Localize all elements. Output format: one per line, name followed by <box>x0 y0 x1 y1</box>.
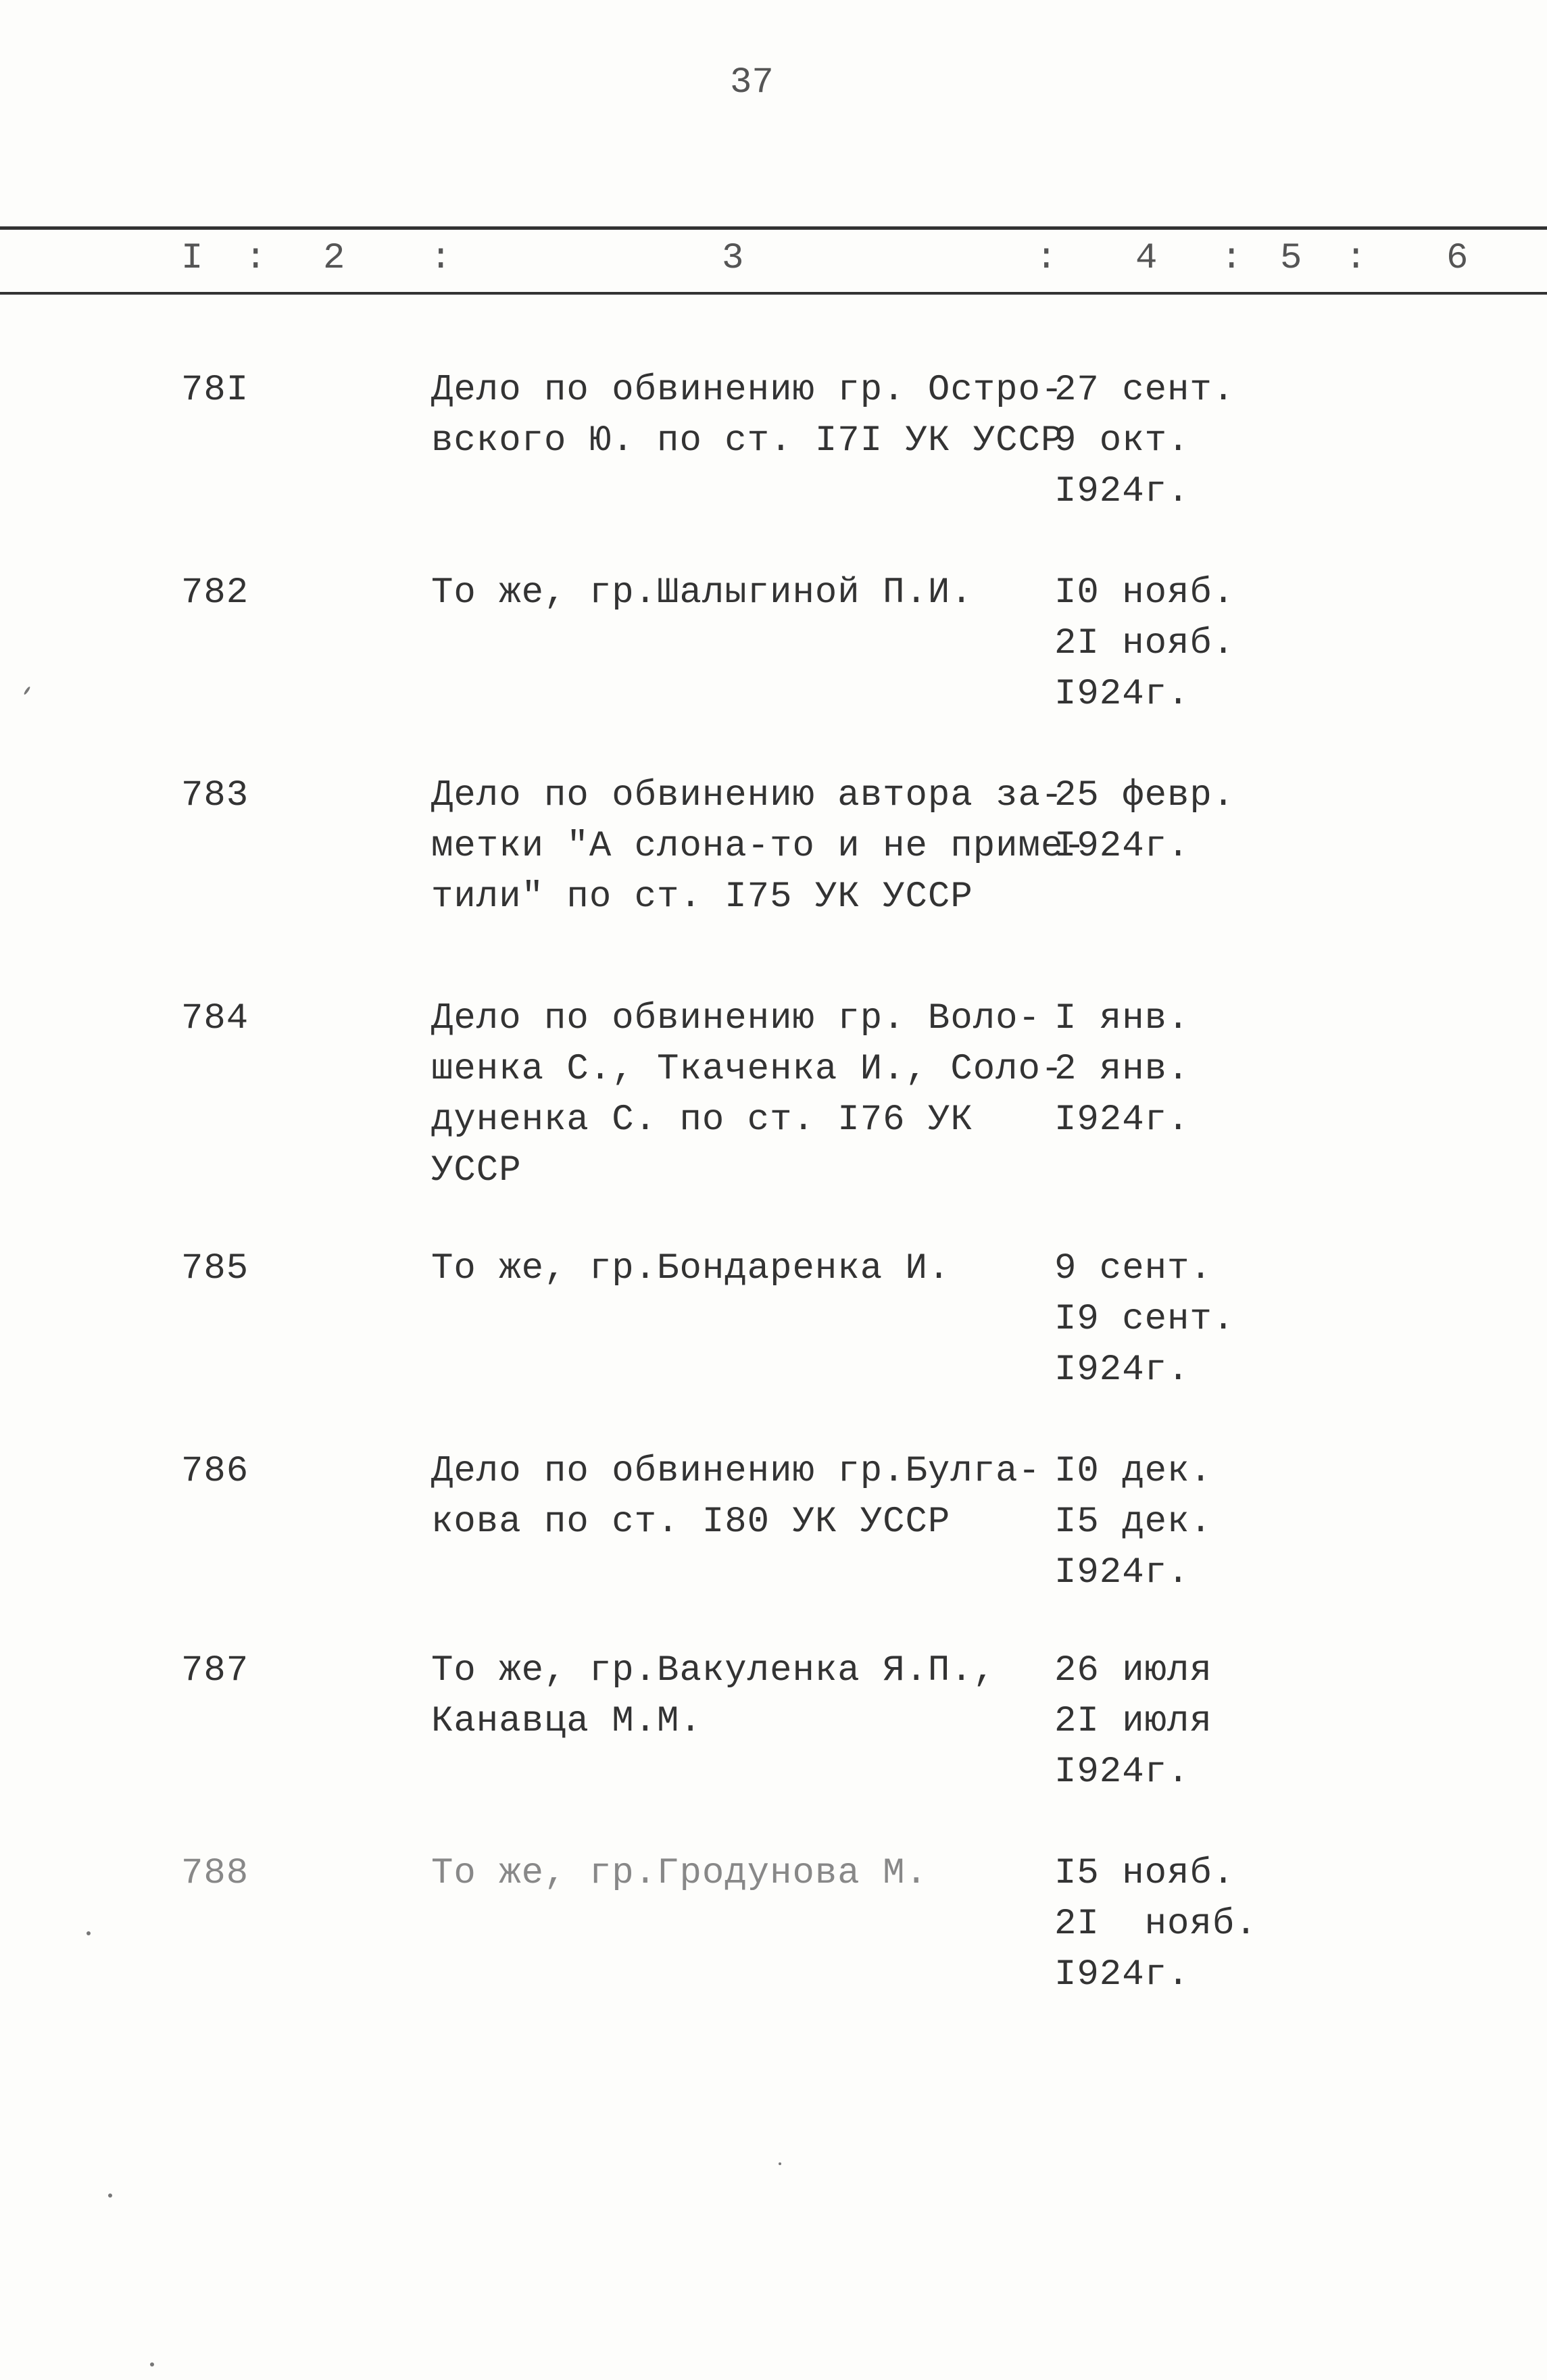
description-line: метки "А слона-то и не приме- <box>431 826 1086 867</box>
row-description <box>431 1645 1053 1747</box>
row-number: 787 <box>181 1650 249 1691</box>
date-line: I924г. <box>1054 471 1190 512</box>
row-number: 785 <box>181 1248 249 1289</box>
row-number: 78I <box>181 370 249 411</box>
row-description <box>431 1446 1053 1547</box>
date-line: 27 сент. <box>1054 370 1235 411</box>
description-line: дуненка С. по ст. I76 УК <box>431 1099 973 1141</box>
row-description <box>431 365 1064 466</box>
description-line: То же, гр.Бондаренка И. <box>431 1248 951 1289</box>
row-number: 784 <box>181 998 249 1039</box>
row-dates <box>1054 568 1325 720</box>
date-line: I924г. <box>1054 1954 1190 1995</box>
header-col-6: 6 <box>1446 238 1469 279</box>
description-line: То же, гр.Вакуленка Я.П., <box>431 1650 996 1691</box>
description-line: кова по ст. I80 УК УССР <box>431 1502 951 1543</box>
description-line: УССР <box>431 1150 522 1191</box>
row-description <box>431 1848 1053 1899</box>
row-dates <box>1054 1848 1325 2000</box>
description-line: То же, гр.Гродунова М. <box>431 1853 928 1894</box>
date-line: I924г. <box>1054 1099 1190 1141</box>
description-line: То же, гр.Шалыгиной П.И. <box>431 572 973 614</box>
header-col-5: 5 <box>1280 238 1302 279</box>
row-number: 786 <box>181 1451 249 1492</box>
date-line: 9 сент. <box>1054 1248 1212 1289</box>
date-line: I9 сент. <box>1054 1299 1235 1340</box>
description-line: шенка С., Ткаченка И., Соло- <box>431 1049 1064 1090</box>
header-col-2: 2 <box>323 238 345 279</box>
date-line: 26 июля <box>1054 1650 1212 1691</box>
row-description <box>431 770 1086 922</box>
row-dates <box>1054 1446 1325 1598</box>
date-line: 25 февр. <box>1054 775 1235 816</box>
date-line: I924г. <box>1054 826 1190 867</box>
page-number: 37 <box>730 62 774 103</box>
scan-speck <box>108 2193 112 2198</box>
description-line: тили" по ст. I75 УК УССР <box>431 876 973 918</box>
header-separator-4: : <box>1221 238 1243 279</box>
header-separator-5: : <box>1345 238 1367 279</box>
header-col-4: 4 <box>1135 238 1158 279</box>
header-separator-2: : <box>430 238 452 279</box>
description-line: Дело по обвинению автора за- <box>431 775 1064 816</box>
date-line: 9 окт. <box>1054 420 1190 462</box>
header-col-1: I <box>181 238 203 279</box>
row-dates <box>1054 770 1325 872</box>
header-separator-3: : <box>1035 238 1058 279</box>
date-line: I0 нояб. <box>1054 572 1235 614</box>
date-line: I5 нояб. <box>1054 1853 1235 1894</box>
description-line: Дело по обвинению гр.Булга- <box>431 1451 1041 1492</box>
date-line: 2 янв. <box>1054 1049 1190 1090</box>
description-line: Дело по обвинению гр. Воло- <box>431 998 1041 1039</box>
row-description <box>431 1243 1053 1294</box>
header-col-3: 3 <box>722 238 744 279</box>
date-line: 2I нояб. <box>1054 623 1235 664</box>
date-line: 2I июля <box>1054 1701 1212 1742</box>
date-line: I924г. <box>1054 674 1190 715</box>
description-line: вского Ю. по ст. I7I УК УССР <box>431 420 1064 462</box>
row-number: 782 <box>181 572 249 614</box>
row-description <box>431 568 1053 618</box>
date-line: 2I нояб. <box>1054 1904 1258 1945</box>
scan-speck <box>23 686 30 695</box>
description-line: Канавца М.М. <box>431 1701 702 1742</box>
scan-speck <box>87 1931 91 1935</box>
row-dates <box>1054 1645 1325 1798</box>
date-line: I924г. <box>1054 1752 1190 1793</box>
date-line: I янв. <box>1054 998 1190 1039</box>
date-line: I924г. <box>1054 1552 1190 1593</box>
row-dates <box>1054 1243 1325 1395</box>
table-header-bottom-rule <box>0 292 1547 295</box>
date-line: I924г. <box>1054 1349 1190 1391</box>
date-line: I5 дек. <box>1054 1502 1212 1543</box>
row-number: 788 <box>181 1853 249 1894</box>
scan-speck <box>150 2362 154 2366</box>
header-separator-1: : <box>245 238 267 279</box>
row-dates <box>1054 993 1325 1145</box>
row-description <box>431 993 1064 1196</box>
date-line: I0 дек. <box>1054 1451 1212 1492</box>
row-dates <box>1054 365 1325 517</box>
table-header <box>0 230 1547 292</box>
scan-speck <box>779 2162 781 2165</box>
description-line: Дело по обвинению гр. Остро- <box>431 370 1064 411</box>
row-number: 783 <box>181 775 249 816</box>
